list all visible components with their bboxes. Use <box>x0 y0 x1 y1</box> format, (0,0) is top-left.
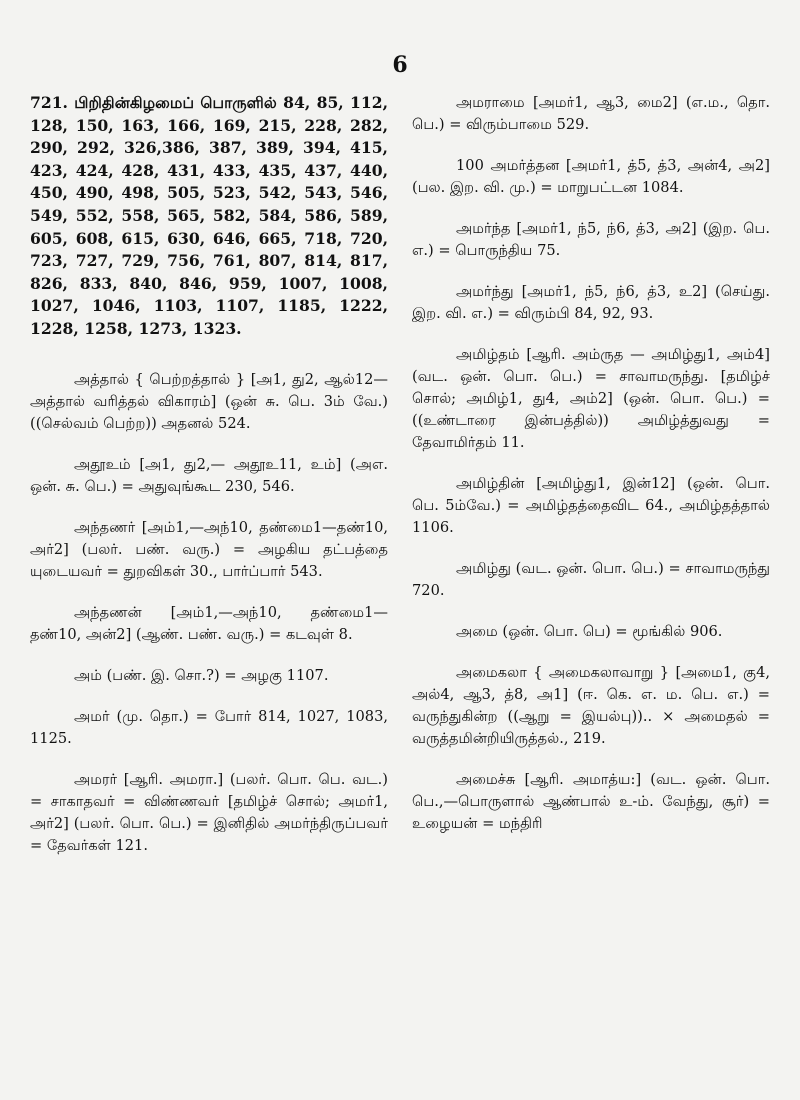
page-number: 6 <box>392 52 408 78</box>
entry-am: அம் (பண். இ. சொ.?) = அழகு 1107. <box>74 666 329 684</box>
entry-amizhthu: அமிழ்து (வட. ஒன். பொ. பெ.) = சாவாமருந்து 720. <box>412 560 770 599</box>
entry-amaichu: அமைச்சு [ஆரி. அமாத்ய:] (வட. ஒன். பொ. பெ.,—பொருளால் ஆண்பால் உ-ம். வேந்து, சூர்) = உழையன் = மந்திரி <box>412 771 770 832</box>
entry-amarar: அமரர் [ஆரி. அமரா.] (பலர். பொ. பெ. வட.) = சாகாதவர் = விண்ணவர் [தமிழ்ச் சொல்; அமர்1, அர்2] (பலர். பொ. பெ.) = இனிதில் அமர்ந்திருப்பவர் = தேவர்கள் 121. <box>30 770 388 854</box>
entry-anthanar: அந்தணர் [அம்1,—அந்10, தண்மை1—தண்10, அர்2] (பலர். பண். வரு.) = அழகிய தட்பத்தை யுடையவர் = துறவிகள் 30., பார்ப்பார் 543. <box>30 518 388 580</box>
entry-athuum: அதூஉம் [அ1, து2,— அதூஉ11, உம்] (அஎ. ஒன். சு. பெ.) = அதுவுங்கூட 230, 546. <box>30 455 388 495</box>
entry-amaikalaa: அமைகலா { அமைகலாவாறு } [அமை1, கு4, அல்4, ஆ3, த்8, அ1] (ஈ. கெ. எ. ம. பெ. எ.) = வருந்துகின்ற ((ஆறு = இயல்பு)).. × அமைதல் = வருத்தமின்றியிருத்தல்., 219. <box>412 664 770 747</box>
entry-anthanan: அந்தணன் [அம்1,—அந்10, தண்மை1—தண்10, அன்2] (ஆண். பண். வரு.) = கடவுள் 8. <box>30 603 388 643</box>
right-column <box>412 92 770 854</box>
entry-amizhtham: அமிழ்தம் [ஆரி. அம்ருத — அமிழ்து1, அம்4] (வட. ஒன். பொ. பெ.) = சாவாமருந்து. [தமிழ்ச் சொல்; அமிழ்1, து4, அம்2] (ஒன். பொ. பெ.) = ((உண்டாரை இன்பத்தில்)) அமிழ்த்துவது = தேவாமிர்தம் 11. <box>412 346 770 451</box>
entry-amarthana: 100 அமர்த்தன [அமர்1, த்5, த்3, அன்4, அ2] (பல. இற. வி. மு.) = மாறுபட்டன 1084. <box>412 157 770 196</box>
entry-amar: அமர் (மு. தொ.) = போர் 814, 1027, 1083, 1125. <box>30 707 388 747</box>
entry-atthal: அத்தால் { பெற்றத்தால் } [அ1, து2, ஆல்12—அத்தால் வரித்தல் விகாரம்] (ஒன் சு. பெ. 3ம் வே.) ((செல்வம் பெற்ற)) அதனல் 524. <box>30 370 388 432</box>
entry-amarnthu: அமர்ந்து [அமர்1, ந்5, ந்6, த்3, உ2] (செய்து. இற. வி. எ.) = விரும்பி 84, 92, 93. <box>412 283 770 322</box>
left-column <box>30 92 388 876</box>
entry-amai: அமை (ஒன். பொ. பெ) = மூங்கில் 906. <box>456 623 723 640</box>
entry-amizhthin: அமிழ்தின் [அமிழ்து1, இன்12] (ஒன். பொ. பெ. 5ம்வே.) = அமிழ்தத்தைவிட 64., அமிழ்தத்தால் 1106. <box>412 475 770 536</box>
entry-amaraamai: அமராமை [அமர்1, ஆ3, மை2] (எ.ம., தொ. பெ.) = விரும்பாமை 529. <box>412 94 770 133</box>
index-entry-721: 721. பிறிதின்கிழமைப் பொருளில் 84, 85, 112, 128, 150, 163, 166, 169, 215, 228, 282, 290, 292, 326,386, 387, 389, 394, 415, 423, 424, 428, 431, 433, 435, 437, 440, 450, 490, 498, 505, 523, 542, 543, 546, 549, 552, 558, 565, 582, 584, 586, 589, 605, 608, 615, 630, 646, 665, 718, 720, 723, 727, 729, 756, 761, 807, 814, 817, 826, 833, 840, 846, 959, 1007, 1008, 1027, 1046, 1103, 1107, 1185, 1222, 1228, 1258, 1273, 1323. <box>30 93 388 338</box>
entry-amarntha: அமர்ந்த [அமர்1, ந்5, ந்6, த்3, அ2] (இற. பெ. எ.) = பொருந்திய 75. <box>412 220 770 259</box>
